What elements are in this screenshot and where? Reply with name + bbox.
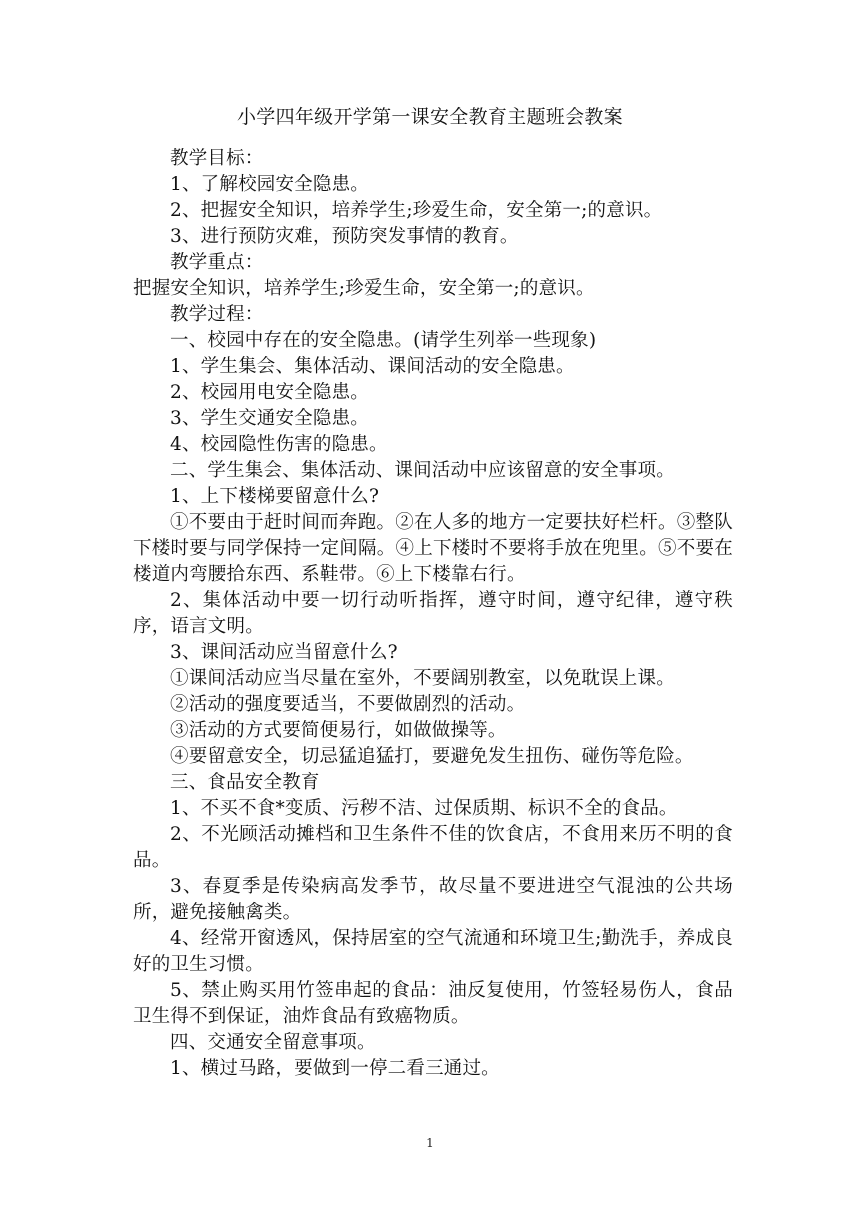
paragraph: 一、校园中存在的安全隐患。(请学生列举一些现象) — [170, 330, 597, 351]
document-body — [133, 146, 733, 1082]
paragraph: 4、校园隐性伤害的隐患。 — [170, 434, 388, 455]
paragraph: 4、经常开窗透风，保持居室的空气流通和环境卫生;勤洗手，养成良好的卫生习惯。 — [133, 928, 733, 975]
paragraph: 1、上下楼梯要留意什么? — [170, 486, 380, 507]
paragraph: 四、交通安全留意事项。 — [170, 1032, 376, 1053]
paragraph: 1、不买不食*变质、污秽不洁、过保质期、标识不全的食品。 — [170, 798, 678, 819]
paragraph: 3、进行预防灾难，预防突发事情的教育。 — [170, 226, 519, 247]
paragraph: 1、了解校园安全隐患。 — [170, 174, 369, 195]
paragraph: 2、不光顾活动摊档和卫生条件不佳的饮食店，不食用来历不明的食品。 — [133, 824, 733, 871]
paragraph: 1、学生集会、集体活动、课间活动的安全隐患。 — [170, 356, 575, 377]
paragraph: 教学目标： — [170, 148, 264, 169]
paragraph: ①不要由于赶时间而奔跑。②在人多的地方一定要扶好栏杆。③整队下楼时要与同学保持一定间隔。④上下楼时不要将手放在兜里。⑤不要在楼道内弯腰拾东西、系鞋带。⑥上下楼靠右行。 — [133, 512, 733, 585]
document-title: 小学四年级开学第一课安全教育主题班会教案 — [236, 106, 623, 128]
paragraph: 3、学生交通安全隐患。 — [170, 408, 369, 429]
paragraph: 2、集体活动中要一切行动听指挥，遵守时间，遵守纪律，遵守秩序，语言文明。 — [133, 590, 733, 637]
paragraph: 1、横过马路，要做到一停二看三通过。 — [170, 1058, 500, 1079]
paragraph: 2、把握安全知识，培养学生;珍爱生命，安全第一;的意识。 — [170, 200, 663, 221]
paragraph: ④要留意安全，切忌猛追猛打，要避免发生扭伤、碰伤等危险。 — [170, 746, 694, 767]
paragraph: 3、春夏季是传染病高发季节，故尽量不要进进空气混浊的公共场所，避免接触禽类。 — [133, 876, 733, 923]
paragraph: 三、食品安全教育 — [170, 772, 320, 793]
paragraph: 3、课间活动应当留意什么? — [170, 642, 398, 663]
paragraph: ②活动的强度要适当，不要做剧烈的活动。 — [170, 694, 526, 715]
paragraph: ①课间活动应当尽量在室外，不要阔别教室，以免耽误上课。 — [170, 668, 675, 689]
paragraph: 二、学生集会、集体活动、课间活动中应该留意的安全事项。 — [170, 460, 675, 481]
paragraph: 教学过程： — [170, 304, 264, 325]
paragraph: 教学重点： — [170, 252, 264, 273]
paragraph: 把握安全知识，培养学生;珍爱生命，安全第一;的意识。 — [133, 278, 595, 299]
paragraph: ③活动的方式要简便易行，如做做操等。 — [170, 720, 507, 741]
paragraph: 5、禁止购买用竹签串起的食品：油反复使用，竹签轻易伤人，食品卫生得不到保证，油炸食品有致癌物质。 — [133, 980, 733, 1027]
page-number: 1 — [426, 1136, 434, 1150]
paragraph: 2、校园用电安全隐患。 — [170, 382, 369, 403]
